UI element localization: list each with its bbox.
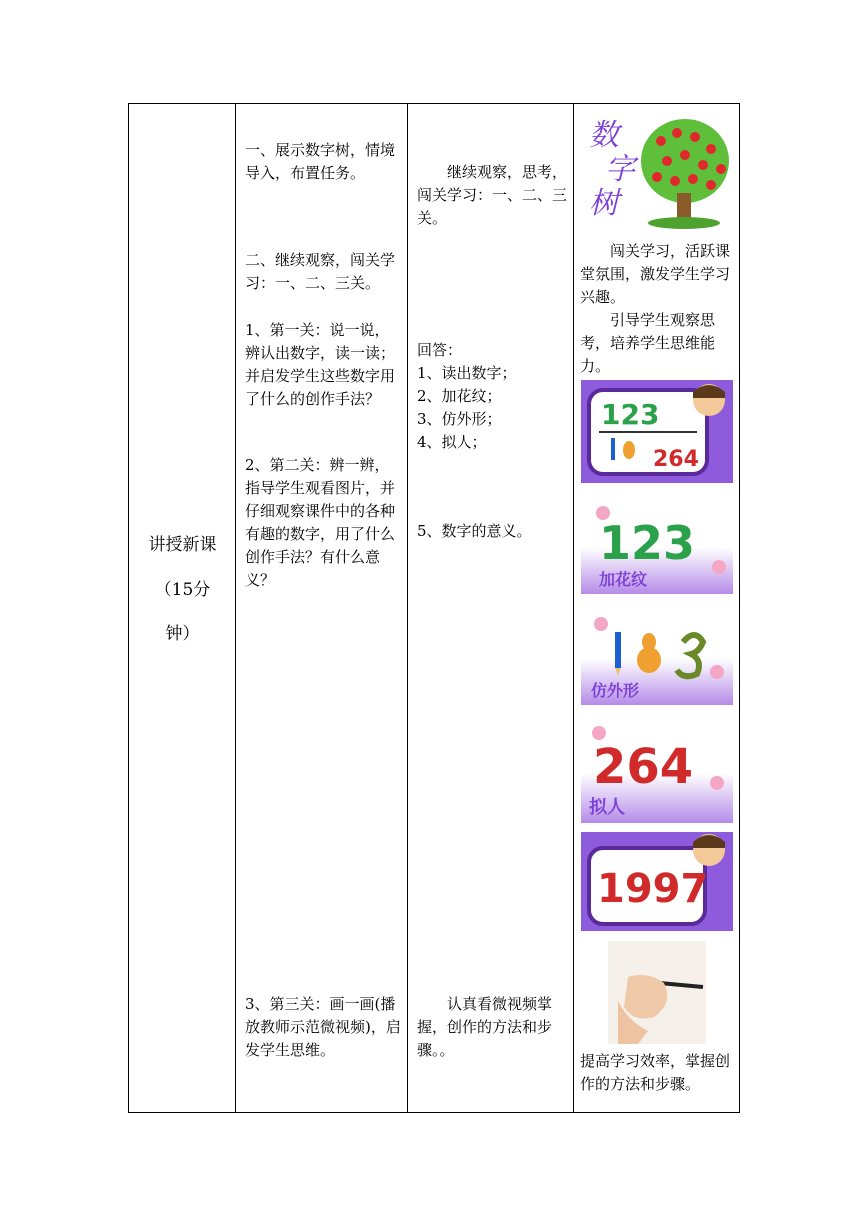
answer-item: 3、仿外形； xyxy=(417,410,502,428)
card5-digits: 1997 xyxy=(597,866,709,912)
teacher-step-5: 3、第三关：画一画(播放教师示范微视频)，启发学生思维。 xyxy=(245,995,401,1059)
column-divider xyxy=(407,104,408,1112)
teacher-step-2: 二、继续观察，闯关学习：一、二、三关。 xyxy=(245,251,396,292)
answer-item: 1、读出数字； xyxy=(417,364,517,382)
number-tree-image xyxy=(581,111,733,232)
tree-title-char: 字 xyxy=(605,152,635,187)
year-digits-image xyxy=(581,832,733,931)
stage-duration: （15分 xyxy=(154,580,211,600)
svg-text:264: 264 xyxy=(653,447,699,472)
answer-title: 回答： xyxy=(417,341,463,359)
column-divider xyxy=(573,104,574,1112)
teacher-step-1: 一、展示数字树，情境导入，布置任务。 xyxy=(245,141,396,182)
floral-digits-image xyxy=(581,491,733,594)
stage-duration-unit: 钟） xyxy=(165,624,200,644)
digits-card-image xyxy=(581,380,733,483)
card3-caption: 仿外形 xyxy=(591,681,640,700)
card2-caption: 加花纹 xyxy=(599,570,648,589)
intent-2: 引导学生观察思考，培养学生思维能力。 xyxy=(580,311,716,375)
student-step-5: 5、数字的意义。 xyxy=(417,522,532,540)
answer-item: 4、拟人； xyxy=(417,433,487,451)
card2-digits: 123 xyxy=(599,516,696,570)
lesson-table xyxy=(128,103,740,1113)
card1-digits: 123 xyxy=(601,398,660,431)
student-step-6: 认真看微视频掌握，创作的方法和步骤。。 xyxy=(417,995,553,1059)
intent-1: 闯关学习，活跃课堂氛围，激发学生学习兴趣。 xyxy=(580,242,731,306)
answer-item: 2、加花纹； xyxy=(417,387,502,405)
student-step-1: 继续观察，思考，闯关学习：一、二、三关。 xyxy=(417,163,568,227)
teacher-step-3: 1、第一关：说一说，辨认出数字，读一读；并启发学生这些数字用了什么的创作手法？ xyxy=(245,321,396,408)
personified-digits-image xyxy=(581,713,733,823)
hand-drawing-photo xyxy=(608,941,706,1044)
tree-title-char: 数 xyxy=(589,118,619,153)
stage-label: 讲授新课 xyxy=(148,535,217,555)
intent-3: 提高学习效率，掌握创作的方法和步骤。 xyxy=(580,1052,731,1093)
card4-caption: 拟人 xyxy=(589,797,625,818)
card4-digits: 264 xyxy=(593,739,694,795)
tree-title-char: 树 xyxy=(589,186,619,221)
shape-digits-image xyxy=(581,602,733,705)
teacher-step-4: 2、第二关：辨一辨，指导学生观看图片，并仔细观察课件中的各种有趣的数字，用了什么创作手法？有什么意义？ xyxy=(245,456,396,589)
